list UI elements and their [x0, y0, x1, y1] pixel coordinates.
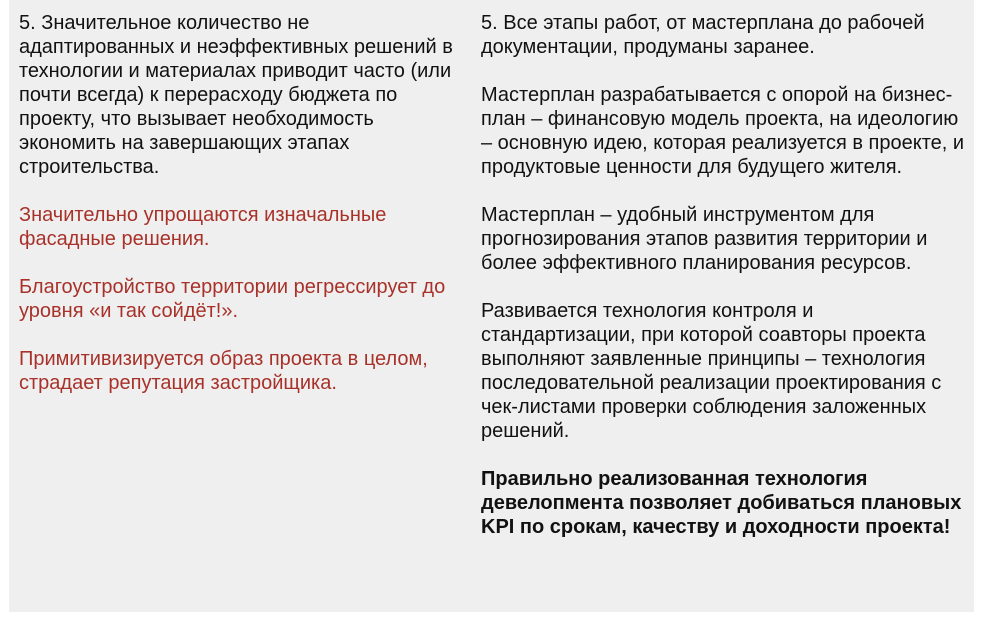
masterplan-tool: Мастерплан – удобный инструментом для прогнозирования этапов развития территории и более эффективного планирования ресурсов.: [481, 204, 928, 274]
consequence-facade: Значительно упрощаются изначальные фасадные решения.: [19, 204, 387, 250]
comparison-table: [9, 0, 974, 612]
masterplan-basis: Мастерплан разрабатывается с опорой на бизнес-план – финансовую модель проекта, на идеологию – основную идею, которая реализуется в проекте, и продуктовые ценности для будущего жителя.: [481, 84, 965, 178]
consequence-landscaping: Благоустройство территории регрессирует до уровня «и так сойдёт!».: [19, 276, 446, 322]
solution-statement: 5. Все этапы работ, от мастерплана до рабочей документации, продуманы заранее.: [481, 12, 925, 58]
conclusion-statement: Правильно реализованная технология девелопмента позволяет добиваться плановых KPI по срокам, качеству и доходности проекта!: [481, 468, 962, 538]
problem-column: [19, 11, 464, 419]
consequence-reputation: Примитивизируется образ проекта в целом, страдает репутация застройщика.: [19, 348, 428, 394]
problem-statement: 5. Значительное количество не адаптированных и неэффективных решений в технологии и материалах приводит часто (или почти всегда) к перерасходу бюджета по проекту, что вызывает необходимость экономить на завершающих этапах строительства.: [19, 12, 453, 178]
control-technology: Развивается технология контроля и стандартизации, при которой соавторы проекта выполняют заявленные принципы – технология последовательной реализации проектирования с чек-листами проверки соблюдения заложенных решений.: [481, 300, 942, 442]
solution-column: [481, 11, 971, 563]
